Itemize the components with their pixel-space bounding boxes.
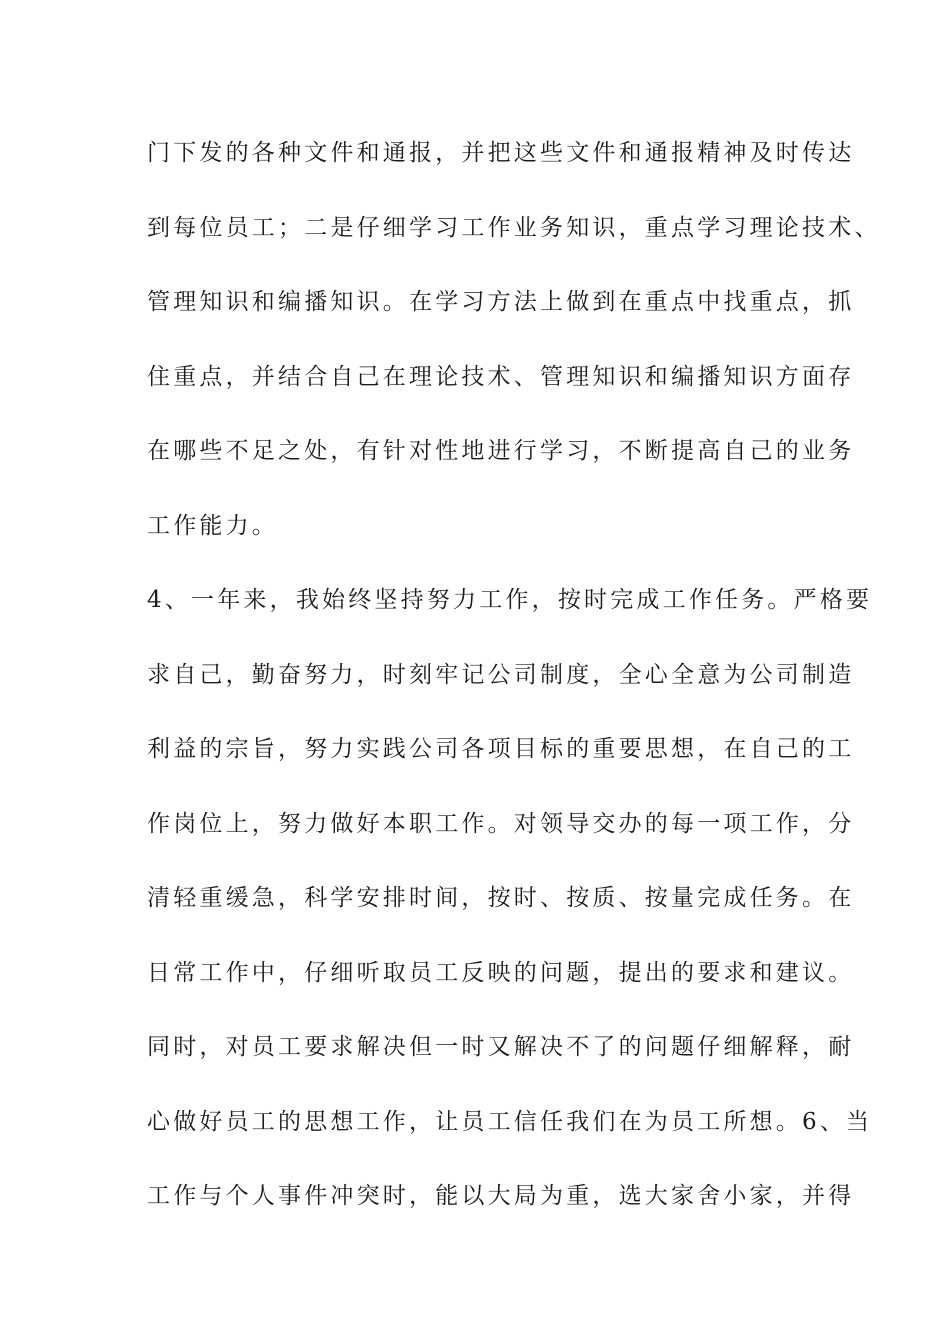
body-text <box>147 134 881 1252</box>
text-line-5: 在哪些不足之处，有针对性地进行学习，不断提高自己的业务 <box>147 438 855 464</box>
text-line-9: 利益的宗旨，努力实践公司各项目标的重要思想，在自己的工 <box>147 736 855 762</box>
text-line-3: 管理知识和编播知识。在学习方法上做到在重点中找重点，抓 <box>147 289 855 315</box>
text-line-2: 到每位员工；二是仔细学习工作业务知识，重点学习理论技术、 <box>147 214 881 241</box>
text-line-11: 清轻重缓急，科学安排时间，按时、按质、按量完成任务。在 <box>147 885 855 911</box>
text-line-8: 求自己，勤奋努力，时刻牢记公司制度，全心全意为公司制造 <box>147 661 855 688</box>
text-line-6: 工作能力。 <box>147 512 278 539</box>
text-line-13: 同时，对员工要求解决但一时又解决不了的问题仔细解释，耐 <box>147 1034 855 1060</box>
text-line-7: 4、一年来，我始终坚持努力工作，按时完成工作任务。严格要 <box>147 587 873 613</box>
text-line-14: 心做好员工的思想工作，让员工信任我们在为员工所想。6、当 <box>147 1108 873 1135</box>
text-line-10: 作岗位上，努力做好本职工作。对领导交办的每一项工作，分 <box>147 810 855 837</box>
text-line-1: 门下发的各种文件和通报，并把这些文件和通报精神及时传达 <box>147 140 855 166</box>
text-line-15: 工作与个人事件冲突时，能以大局为重，选大家舍小家，并得 <box>147 1183 855 1209</box>
text-line-4: 住重点，并结合自己在理论技术、管理知识和编播知识方面存 <box>147 363 855 390</box>
text-line-12: 日常工作中，仔细听取员工反映的问题，提出的要求和建议。 <box>147 959 855 986</box>
